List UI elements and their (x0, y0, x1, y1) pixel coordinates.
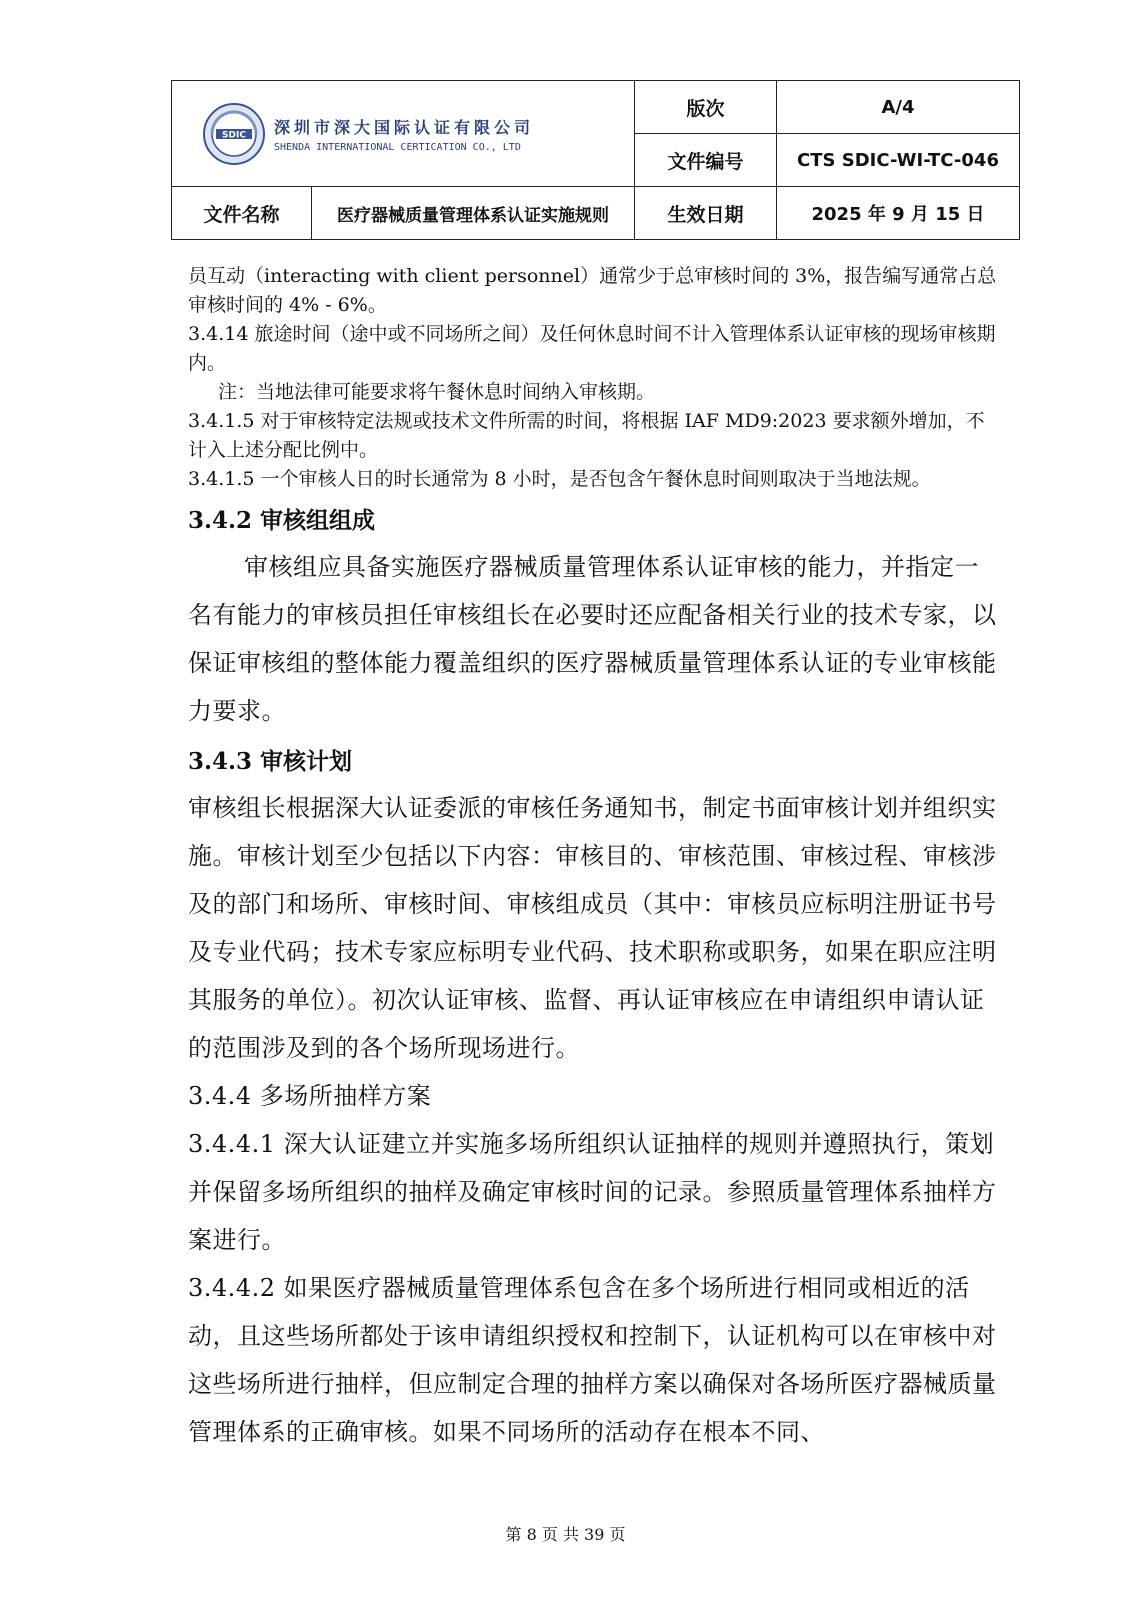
paragraph-audit-team: 审核组应具备实施医疗器械质量管理体系认证审核的能力，并指定一名有能力的审核员担任审核组长在必要时还应配备相关行业的技术专家，以保证审核组的整体能力覆盖组织的医疗器械质量管理体系认证的专业审核能力要求。 (188, 553, 997, 725)
effective-date-value: 2025 年 9 月 15 日 (777, 187, 1020, 240)
paragraph-3-4-1-5-a: 3.4.1.5 对于审核特定法规或技术文件所需的时间，将根据 IAF MD9:2023 要求额外增加，不计入上述分配比例中。 (188, 410, 985, 461)
effective-date-label: 生效日期 (635, 187, 777, 240)
doc-name-value: 医疗器械质量管理体系认证实施规则 (312, 187, 635, 240)
document-header-table (171, 80, 1020, 240)
doc-name-label: 文件名称 (172, 187, 312, 240)
company-name-en: SHENDA INTERNATIONAL CERTICATION CO., LTD (274, 141, 521, 153)
page-number-footer: 第 8 页 共 39 页 (505, 1525, 626, 1544)
version-value: A/4 (777, 81, 1020, 134)
document-body (188, 262, 998, 1456)
paragraph-3-4-4-2: 3.4.4.2 如果医疗器械质量管理体系包含在多个场所进行相同或相近的活动，且这些场所都处于该申请组织授权和控制下，认证机构可以在审核中对这些场所进行抽样，但应制定合理的抽样方案以确保对各场所医疗器械质量管理体系的正确审核。如果不同场所的活动存在根本不同、 (188, 1274, 997, 1446)
doc-number-value: CTS SDIC-WI-TC-046 (777, 134, 1020, 187)
heading-3-4-2: 3.4.2 审核组组成 (188, 507, 376, 534)
paragraph-audit-time-ratio: 员互动（interacting with client personnel）通常少于总审核时间的 3%，报告编写通常占总审核时间的 4% - 6%。 (188, 265, 997, 316)
paragraph-audit-plan: 审核组长根据深大认证委派的审核任务通知书，制定书面审核计划并组织实施。审核计划至少包括以下内容：审核目的、审核范围、审核过程、审核涉及的部门和场所、审核时间、审核组成员（其中：审核员应标明注册证书号及专业代码；技术专家应标明专业代码、技术职称或职务，如果在职应注明其服务的单位）。初次认证审核、监督、再认证审核应在申请组织申请认证的范围涉及到的各个场所现场进行。 (188, 794, 997, 1062)
heading-3-4-4: 3.4.4 多场所抽样方案 (188, 1082, 432, 1110)
company-seal-icon (202, 102, 266, 166)
seal-text: SDIC (222, 130, 246, 140)
paragraph-3-4-1-5-b: 3.4.1.5 一个审核人日的时长通常为 8 小时，是否包含午餐休息时间则取决于当地法规。 (188, 468, 931, 490)
version-label: 版次 (635, 81, 777, 134)
heading-3-4-3: 3.4.3 审核计划 (188, 748, 353, 775)
doc-number-label: 文件编号 (635, 134, 777, 187)
paragraph-note-lunch: 注：当地法律可能要求将午餐休息时间纳入审核期。 (218, 381, 656, 403)
company-name-cn: 深圳市深大国际认证有限公司 (274, 117, 535, 137)
paragraph-3-4-14: 3.4.14 旅途时间（途中或不同场所之间）及任何休息时间不计入管理体系认证审核的现场审核期内。 (188, 323, 996, 374)
paragraph-3-4-4-1: 3.4.4.1 深大认证建立并实施多场所组织认证抽样的规则并遵照执行，策划并保留多场所组织的抽样及确定审核时间的记录。参照质量管理体系抽样方案进行。 (188, 1130, 997, 1254)
company-logo-cell (172, 81, 635, 187)
